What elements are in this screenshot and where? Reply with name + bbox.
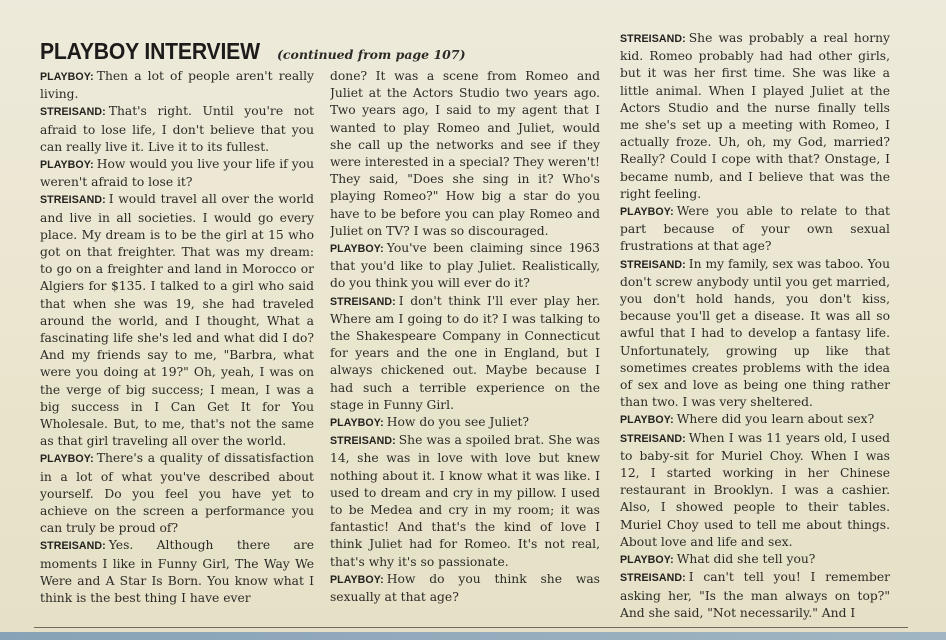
interview-paragraph	[40, 156, 314, 191]
interview-paragraph	[40, 191, 314, 450]
paragraph-text: How do you think she was sexually at that age?	[330, 571, 600, 605]
speaker-label: STREISAND:	[40, 194, 106, 207]
speaker-label: STREISAND:	[620, 432, 686, 445]
bottom-edge-strip	[0, 632, 946, 640]
interview-paragraph	[40, 68, 314, 103]
speaker-label: PLAYBOY:	[620, 414, 674, 427]
interview-paragraph	[620, 569, 890, 622]
interview-paragraph	[40, 450, 314, 537]
paragraph-text: When I was 11 years old, I used to baby-sit for Muriel Choy. When I was 12, I started working in her Chinese restaurant in Brooklyn. I was a cashier. Also, I showed people to their tables. Muriel Choy used to tell me about things. About love and life and sex.	[620, 430, 890, 549]
paragraph-text: Where did you learn about sex?	[676, 412, 875, 427]
paragraph-text: How would you live your life if you weren't afraid to lose it?	[40, 157, 314, 190]
bottom-rule	[34, 627, 908, 628]
interview-paragraph	[330, 432, 600, 571]
speaker-label: STREISAND:	[40, 106, 106, 119]
paragraph-text: Then a lot of people aren't really living.	[40, 69, 314, 102]
speaker-label: STREISAND:	[330, 435, 396, 448]
interview-paragraph	[620, 430, 890, 551]
paragraph-text: done? It was a scene from Romeo and Juliet at the Actors Studio two years ago. Two years ago, I said to my agent that I wanted to play Romeo and Juliet, would she call up the networks and see if they were interested in a special? They weren't! They said, "Does she sing in it? Who's playing Romeo?" How big a star do you have to be before you can play Romeo and Juliet on TV? I was so discouraged.	[330, 69, 600, 238]
speaker-label: STREISAND:	[330, 295, 396, 308]
paragraph-text: That's right. Until you're not afraid to lose life, I don't believe that you can really live it. Live it to its fullest.	[40, 104, 314, 154]
speaker-label: STREISAND:	[40, 540, 106, 553]
speaker-label: PLAYBOY:	[330, 417, 384, 430]
continuation-note: (continued from page 107)	[277, 47, 466, 62]
speaker-label: PLAYBOY:	[40, 453, 94, 466]
text-column-1	[40, 68, 314, 628]
speaker-label: PLAYBOY:	[330, 243, 384, 256]
page-title: PLAYBOY INTERVIEW	[40, 38, 260, 64]
speaker-label: PLAYBOY:	[40, 159, 94, 172]
interview-paragraph	[40, 537, 314, 607]
speaker-label: STREISAND:	[620, 572, 686, 585]
interview-paragraph	[330, 414, 600, 432]
paragraph-text: In my family, sex was taboo. You don't screw anybody until you get married, you don't hold hands, you don't kiss, because you'll get a disease. It was all so awful that I had to develop a fantasy life. Unfortunately, growing up like that sometimes creates problems with the idea of sex and love as being one thing rather than two. I was very sheltered.	[620, 256, 890, 410]
paragraph-text: She was probably a real horny kid. Romeo probably had had other girls, but it was her first time. She was like a little animal. When I played Juliet at the Actors Studio and the nurse finally tells me she's set up a meeting with Romeo, I actually froze. Uh, oh, my God, married? Really? Could I cope with that? Onstage, I became numb, and I believe that was the right feeling.	[620, 31, 890, 201]
paragraph-text: What did she tell you?	[676, 552, 816, 567]
speaker-label: STREISAND:	[620, 33, 686, 45]
speaker-label: STREISAND:	[620, 258, 686, 271]
interview-paragraph	[620, 411, 890, 429]
speaker-label: PLAYBOY:	[620, 206, 674, 219]
paragraph-text: She was a spoiled brat. She was 14, she was in love with love but knew nothing about it. I know what it was like. I used to dream and cry in my pillow. I used to be Medea and cry in my room; it was fantastic! And that's the kind of love I think Juliet had for Romeo. It's not real, that's why it's so passionate.	[330, 433, 600, 569]
interview-paragraph	[330, 68, 600, 240]
speaker-label: PLAYBOY:	[620, 554, 674, 567]
interview-paragraph	[330, 293, 600, 414]
interview-paragraph	[620, 203, 890, 256]
page-header	[40, 38, 465, 68]
text-column-3	[620, 30, 890, 628]
paragraph-text: I would travel all over the world and live in all societies. I would go every place. My dream is to be the girl at 15 who got on that freighter. That was my dream: to go on a freighter and land in Morocco or Algiers for $135. I talked to a girl who said that when she was 19, she had traveled around the world, and I thought, What a fascinating life she's led and what did I do? And my friends say to me, "Barbra, what were you doing at 19?" Oh, yeah, I was on the verge of big success; I mean, I was a big success in I Can Get It for You Wholesale. But, to me, that's not the same as that girl traveling all over the world.	[40, 192, 314, 449]
interview-paragraph	[620, 256, 890, 412]
interview-paragraph	[620, 30, 890, 203]
paragraph-text: I don't think I'll ever play her. Where am I going to do it? I was talking to the Shakespeare Company in Connecticut for years and the one in England, but I always chickened out. Maybe because I had such a terrible experience on the stage in Funny Girl.	[330, 293, 600, 412]
paragraph-text: Were you able to relate to that part because of your own sexual frustrations at that age?	[620, 204, 890, 254]
paragraph-text: How do you see Juliet?	[386, 415, 530, 430]
paragraph-text: Yes. Although there are moments I like in Funny Girl, The Way We Were and A Star Is Born. You know what I think is the best thing I have ever	[40, 538, 314, 606]
speaker-label: PLAYBOY:	[330, 573, 384, 586]
paragraph-text: There's a quality of dissatisfaction in a lot of what you've described about yourself. Do you feel you have yet to achieve on the screen a performance you can truly be proud of?	[40, 451, 314, 536]
paragraph-text: I can't tell you! I remember asking her, "Is the man always on top?" And she said, "Not necessarily." And I	[620, 570, 890, 620]
speaker-label: PLAYBOY:	[40, 71, 94, 83]
paragraph-text: You've been claiming since 1963 that you'd like to play Juliet. Realistically, do you think you will ever do it?	[330, 241, 600, 291]
interview-paragraph	[330, 240, 600, 293]
interview-paragraph	[330, 571, 600, 606]
text-column-2	[330, 68, 600, 628]
interview-paragraph	[620, 551, 890, 569]
interview-paragraph	[40, 103, 314, 156]
